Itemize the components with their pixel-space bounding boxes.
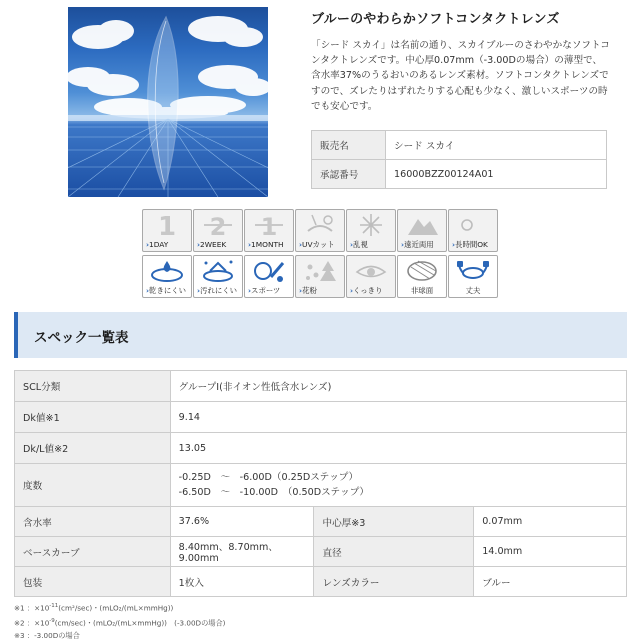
spec-label: ベースカーブ <box>15 537 171 567</box>
spec-value <box>170 464 626 507</box>
chevron-right-icon: › <box>299 240 303 249</box>
chevron-right-icon: › <box>197 240 201 249</box>
footnote-text: ：×10 <box>26 603 50 613</box>
footnotes <box>14 600 225 640</box>
footnote-text: (cm/sec)・(mLO₂/(mL×mmHg)) (-3.00Dの場合) <box>54 618 226 628</box>
product-title: ブルーのやわらかソフトコンタクトレンズ <box>311 12 560 27</box>
spec-value: 9.14 <box>170 402 626 433</box>
info-label: 承認番号 <box>312 160 386 189</box>
footnote-3 <box>14 630 225 640</box>
spec-value: 1枚入 <box>170 567 314 597</box>
spec-label: レンズカラー <box>314 567 474 597</box>
feature-label: 遠近両用 <box>404 240 434 249</box>
feature-long-wear <box>448 209 498 252</box>
info-label: 販売名 <box>312 131 386 160</box>
spec-label: 中心厚※3 <box>314 507 474 537</box>
spec-label: SCL分類 <box>15 371 171 402</box>
chevron-right-icon: › <box>350 240 354 249</box>
chevron-right-icon: › <box>452 240 456 249</box>
feature-aspheric <box>397 255 447 298</box>
spec-section-header <box>14 312 627 358</box>
feature-dry-resistant <box>142 255 192 298</box>
spec-value: 14.0mm <box>474 537 627 567</box>
feature-label: 花粉 <box>302 286 317 295</box>
chevron-right-icon: › <box>350 286 354 295</box>
spec-label: Dk/L値※2 <box>15 433 171 464</box>
spec-heading: スペック一覧表 <box>34 330 129 346</box>
feature-1month <box>244 209 294 252</box>
table-row <box>15 537 627 567</box>
feature-dirt-resistant <box>193 255 243 298</box>
feature-label: 長時間OK <box>455 240 488 249</box>
feature-astigmatism <box>346 209 396 252</box>
chevron-right-icon: › <box>146 286 150 295</box>
footnote-mark: ※1 <box>14 603 25 613</box>
spec-table <box>14 370 627 597</box>
svg-text:2: 2 <box>209 213 227 239</box>
feature-label: 乾きにくい <box>149 286 187 295</box>
chevron-right-icon: › <box>401 240 405 249</box>
product-info-table <box>311 130 607 189</box>
svg-text:1: 1 <box>260 213 278 239</box>
feature-1day <box>142 209 192 252</box>
feature-icon-grid <box>142 209 498 298</box>
footnote-exponent: -9 <box>49 617 55 624</box>
chevron-right-icon: › <box>299 286 303 295</box>
svg-text:1: 1 <box>157 212 177 239</box>
feature-label: UVカット <box>302 240 335 249</box>
feature-label: 乱視 <box>353 240 368 249</box>
feature-label: 1MONTH <box>251 240 284 249</box>
table-row <box>15 507 627 537</box>
feature-label: 丈夫 <box>465 286 481 295</box>
feature-durable <box>448 255 498 298</box>
product-hero-image <box>68 7 268 197</box>
info-value: シード スカイ <box>386 131 607 160</box>
chevron-right-icon: › <box>248 286 252 295</box>
product-description: 「シード スカイ」は名前の通り、スカイブルーのさわやかなソフトコンタクトレンズです。中心厚0.07mm（-3.00Dの場合）の薄型で、含水率37%のうるおいのあるレンズ素材。ソフトコンタクトレンズですので、ズレたりはずれたりする心配も少なく、激しいスポーツの時でも安心です。 <box>311 40 610 112</box>
spec-value: 0.07mm <box>474 507 627 537</box>
footnote-mark: ※3 <box>14 630 25 640</box>
power-range-line: -0.25D ～ -6.00D（0.25Dステップ） <box>178 472 359 483</box>
info-row-name <box>312 131 607 160</box>
feature-sports <box>244 255 294 298</box>
spec-value: 13.05 <box>170 433 626 464</box>
feature-uv-cut <box>295 209 345 252</box>
spec-label: 含水率 <box>15 507 171 537</box>
table-row <box>15 371 627 402</box>
footnote-text: ：-3.00Dの場合 <box>26 630 80 640</box>
footnote-mark: ※2 <box>14 618 25 628</box>
feature-label: 汚れにくい <box>200 286 238 295</box>
feature-label: 非球面 <box>410 286 434 295</box>
feature-label: 1DAY <box>149 240 169 249</box>
power-range-line: -6.50D ～ -10.00D （0.50Dステップ） <box>178 487 369 498</box>
info-row-approval <box>312 160 607 189</box>
spec-value: グループⅠ(非イオン性低含水レンズ) <box>170 371 626 402</box>
spec-value: ブルー <box>474 567 627 597</box>
spec-value: 37.6% <box>170 507 314 537</box>
footnote-text: (cm²/sec)・(mLO₂/(mL×mmHg)) <box>58 603 174 613</box>
table-row <box>15 464 627 507</box>
table-row <box>15 567 627 597</box>
footnote-exponent: -11 <box>49 603 59 609</box>
footnote-1 <box>14 600 225 615</box>
table-row <box>15 402 627 433</box>
info-value: 16000BZZ00124A01 <box>386 160 607 189</box>
feature-multifocal <box>397 209 447 252</box>
chevron-right-icon: › <box>146 240 150 249</box>
feature-2week <box>193 209 243 252</box>
feature-label: くっきり <box>353 286 383 295</box>
spec-value: 8.40mm、8.70mm、9.00mm <box>170 537 314 567</box>
spec-label: Dk値※1 <box>15 402 171 433</box>
table-row <box>15 433 627 464</box>
chevron-right-icon: › <box>248 240 252 249</box>
spec-label: 包装 <box>15 567 171 597</box>
spec-label: 度数 <box>15 464 171 507</box>
footnote-2 <box>14 615 225 630</box>
feature-label: 2WEEK <box>200 240 227 249</box>
feature-label: スポーツ <box>251 286 281 295</box>
chevron-right-icon: › <box>197 286 201 295</box>
feature-pollen <box>295 255 345 298</box>
spec-label: 直径 <box>314 537 474 567</box>
footnote-text: ：×10 <box>26 618 50 628</box>
feature-clear-vision <box>346 255 396 298</box>
